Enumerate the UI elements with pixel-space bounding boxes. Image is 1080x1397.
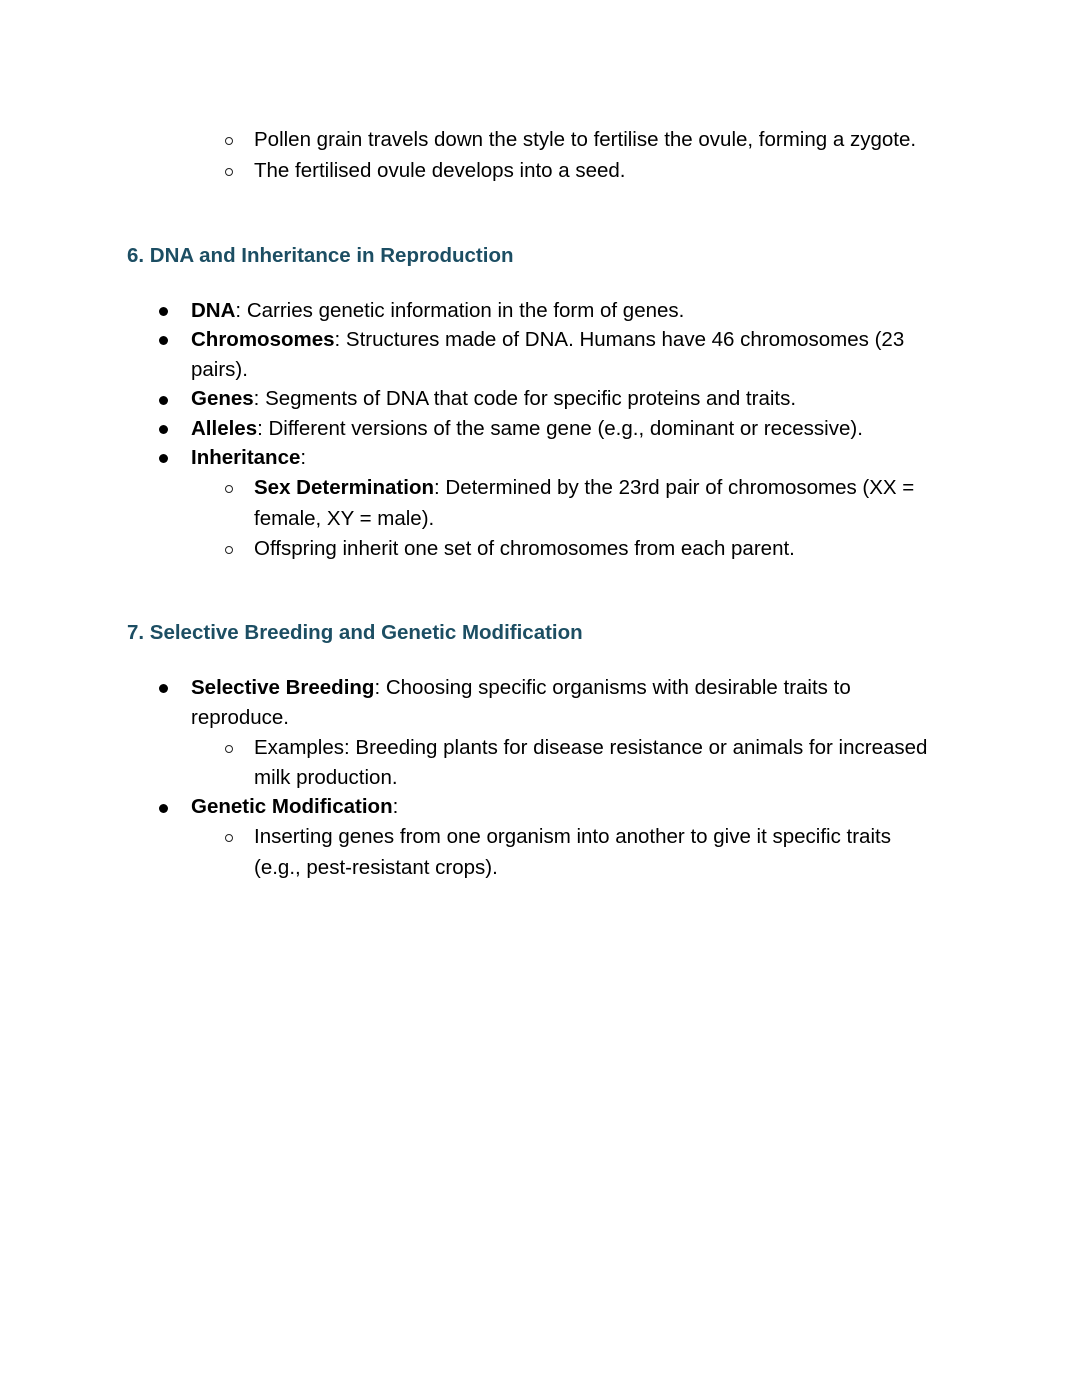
- list-item-continuation: reproduce.: [191, 706, 290, 729]
- term: Inheritance: [191, 446, 301, 469]
- bullet-icon: [159, 396, 168, 405]
- bullet-icon: [159, 425, 168, 434]
- list-item: Offspring inherit one set of chromosomes from each parent.: [254, 537, 795, 560]
- list-item: DNA: Carries genetic information in the form of genes.: [191, 299, 685, 322]
- term: Chromosomes: [191, 328, 335, 351]
- list-item: Alleles: Different versions of the same gene (e.g., dominant or recessive).: [191, 417, 863, 440]
- term: Alleles: [191, 417, 258, 440]
- hollow-bullet-icon: [225, 834, 233, 842]
- bullet-icon: [159, 454, 168, 463]
- hollow-bullet-icon: [225, 546, 233, 554]
- hollow-bullet-icon: [225, 137, 233, 145]
- list-item: Genetic Modification:: [191, 795, 399, 818]
- list-item: Sex Determination: Determined by the 23rd pair of chromosomes (XX =: [254, 476, 915, 499]
- term: Sex Determination: [254, 476, 434, 499]
- hollow-bullet-icon: [225, 168, 233, 176]
- hollow-bullet-icon: [225, 485, 233, 493]
- list-item: Chromosomes: Structures made of DNA. Humans have 46 chromosomes (23: [191, 328, 905, 351]
- bullet-icon: [159, 336, 168, 345]
- list-item-continuation: female, XY = male).: [254, 507, 435, 530]
- term: Genetic Modification: [191, 795, 393, 818]
- list-item-continuation: pairs).: [191, 358, 248, 381]
- bullet-icon: [159, 307, 168, 316]
- list-item: Genes: Segments of DNA that code for specific proteins and traits.: [191, 387, 797, 410]
- list-item-continuation: (e.g., pest-resistant crops).: [254, 856, 498, 879]
- bullet-icon: [159, 804, 168, 813]
- list-item: The fertilised ovule develops into a seed.: [254, 159, 626, 182]
- list-item: Inheritance:: [191, 446, 307, 469]
- list-item: Pollen grain travels down the style to fertilise the ovule, forming a zygote.: [254, 128, 917, 151]
- list-item: Examples: Breeding plants for disease resistance or animals for increased: [254, 736, 928, 759]
- term: Selective Breeding: [191, 676, 375, 699]
- list-item: Selective Breeding: Choosing specific organisms with desirable traits to: [191, 676, 851, 699]
- term: Genes: [191, 387, 254, 410]
- term: DNA: [191, 299, 236, 322]
- section-heading: 6. DNA and Inheritance in Reproduction: [127, 244, 514, 267]
- hollow-bullet-icon: [225, 745, 233, 753]
- bullet-icon: [159, 684, 168, 693]
- list-item-continuation: milk production.: [254, 766, 398, 789]
- section-heading: 7. Selective Breeding and Genetic Modification: [127, 621, 583, 644]
- list-item: Inserting genes from one organism into another to give it specific traits: [254, 825, 891, 848]
